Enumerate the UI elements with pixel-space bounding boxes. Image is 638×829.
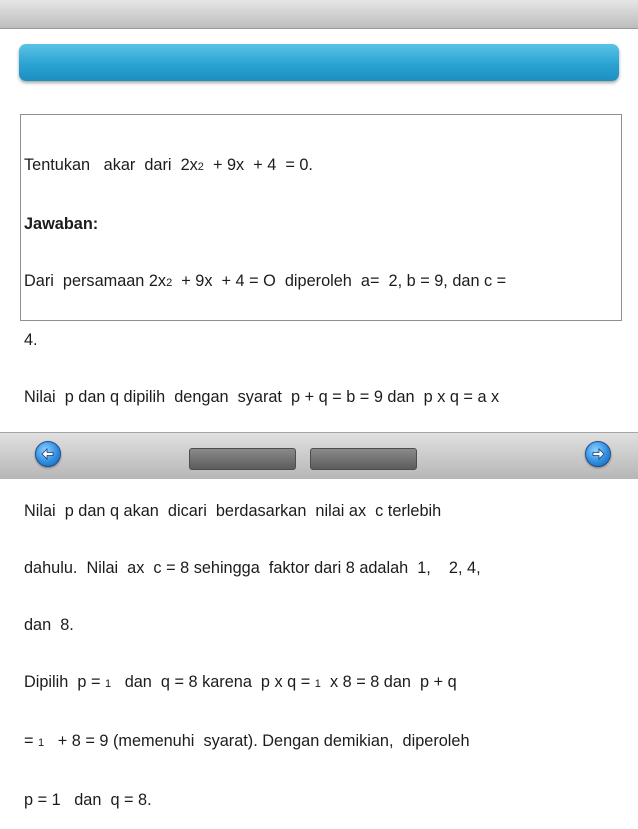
arrow-right-icon <box>590 446 606 462</box>
prev-button[interactable] <box>35 441 61 467</box>
text-line-8: dahulu. Nilai ax c = 8 sehingga faktor dari 8 adalah 1, 2, 4, <box>24 559 481 577</box>
text-line-9: dan 8. <box>24 616 74 634</box>
bottom-tab-2[interactable] <box>310 448 417 470</box>
text-line-11: = 1 + 8 = 9 (memenuhi syarat). Dengan demikian, diperoleh <box>24 732 470 750</box>
arrow-left-icon <box>40 446 56 462</box>
text-line-5: Nilai p dan q dipilih dengan syarat p + q = b = 9 dan p x q = a x <box>24 388 500 406</box>
jawaban-heading: Jawaban: <box>24 215 99 233</box>
top-bar <box>0 0 638 29</box>
text-line-12: p = 1 dan q = 8. <box>24 791 152 809</box>
bottom-tab-1[interactable] <box>189 448 296 470</box>
title-banner <box>19 44 619 81</box>
text-line-10: Dipilih p = 1 dan q = 8 karena p x q = 1 x 8 = 8 dan p + q <box>24 673 457 691</box>
text-line-1: Tentukan akar dari 2x2 + 9x + 4 = 0. <box>24 156 313 174</box>
text-line-3: Dari persamaan 2x2 + 9x + 4 = O diperoleh a= 2, b = 9, dan c = <box>24 272 507 290</box>
text-line-4: 4. <box>24 331 38 349</box>
text-line-7: Nilai p dan q akan dicari berdasarkan nilai ax c terlebih <box>24 502 442 520</box>
next-button[interactable] <box>585 441 611 467</box>
